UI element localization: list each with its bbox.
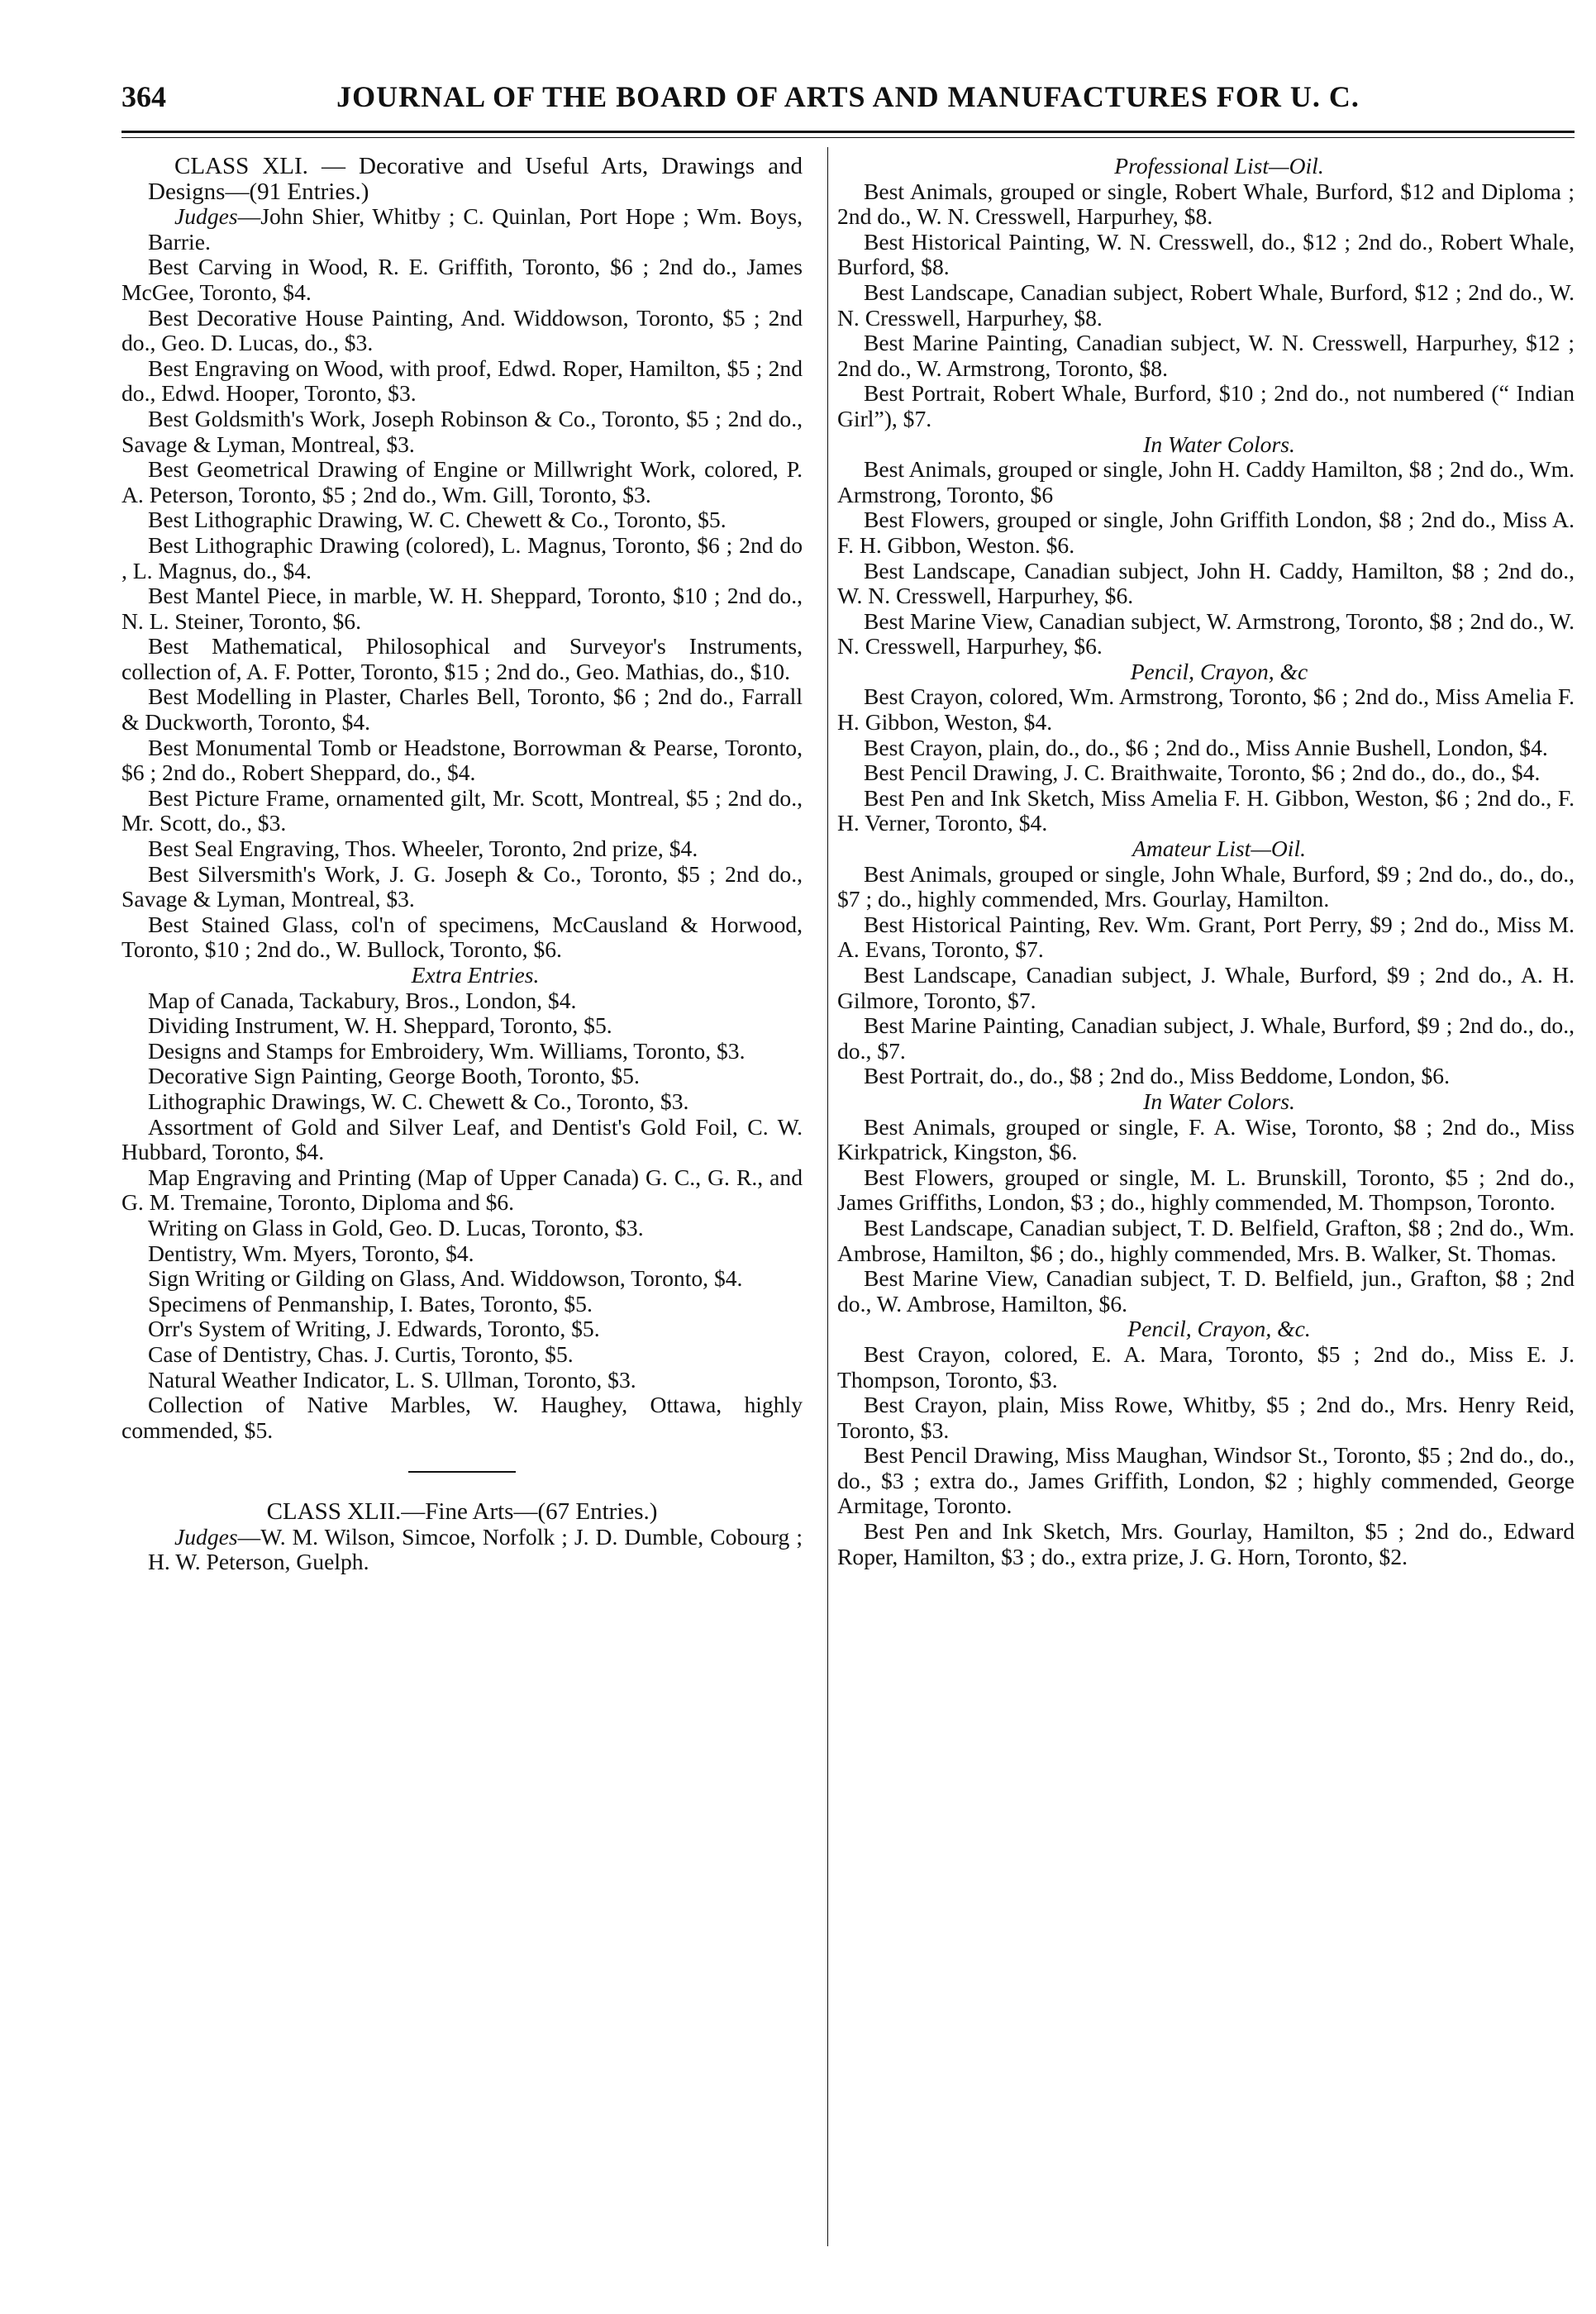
column-divider <box>827 147 828 2246</box>
right-column <box>837 154 1575 1569</box>
entry: Best Crayon, colored, Wm. Armstrong, Toronto, $6 ; 2nd do., Miss Amelia F. H. Gibbon, Weston, $4. <box>837 683 1575 736</box>
entry: Best Pencil Drawing, J. C. Braithwaite, Toronto, $6 ; 2nd do., do., do., $4. <box>864 759 1541 786</box>
entry: Case of Dentistry, Chas. J. Curtis, Toronto, $5. <box>148 1340 574 1367</box>
entry: Best Seal Engraving, Thos. Wheeler, Toronto, 2nd prize, $4. <box>148 836 698 862</box>
section-heading: Pencil, Crayon, &c <box>1130 658 1308 684</box>
entry: Best Lithographic Drawing, W. C. Chewett & Co., Toronto, $5. <box>148 507 727 533</box>
entry: Best Landscape, Canadian subject, Robert Whale, Burford, $12 ; 2nd do., W. N. Cresswell, Harpurhey, $8. <box>837 279 1575 331</box>
entry: Best Marine Painting, Canadian subject, W. N. Cresswell, Harpurhey, $12 ; 2nd do., W. Armstrong, Toronto, $8. <box>837 330 1575 381</box>
entry: Best Pen and Ink Sketch, Miss Amelia F. H. Gibbon, Weston, $6 ; 2nd do., F. H. Verner, Toronto, $4. <box>837 784 1575 836</box>
entry: Best Landscape, Canadian subject, John H. Caddy, Hamilton, $8 ; 2nd do., W. N. Cresswell, Harpurhey, $6. <box>837 557 1575 609</box>
entry: Best Animals, grouped or single, John H. Caddy Hamilton, $8 ; 2nd do., Wm. Armstrong, Toronto, $6 <box>837 456 1575 507</box>
class-41-entries <box>121 255 803 963</box>
entry: Best Animals, grouped or single, F. A. Wise, Toronto, $8 ; 2nd do., Miss Kirkpatrick, Kingston, $6. <box>837 1113 1575 1165</box>
entry: Best Marine Painting, Canadian subject, J. Whale, Burford, $9 ; 2nd do., do., do., $7. <box>837 1012 1575 1064</box>
header-rule-thick <box>121 131 1575 133</box>
class-41-title: CLASS XLI. — Decorative and Useful Arts, Drawings and Designs—(91 Entries.) <box>148 153 803 205</box>
class-41-judges: Judges—John Shier, Whitby ; C. Quinlan, Port Hope ; Wm. Boys, Barrie. <box>148 203 803 255</box>
entry: Best Picture Frame, ornamented gilt, Mr. Scott, Montreal, $5 ; 2nd do., Mr. Scott, do., $3. <box>121 784 803 836</box>
entry: Collection of Native Marbles, W. Haughey, Ottawa, highly commended, $5. <box>121 1392 803 1443</box>
section-heading: In Water Colors. <box>1143 1088 1295 1114</box>
entry: Lithographic Drawings, W. C. Chewett & Co., Toronto, $3. <box>148 1088 689 1114</box>
left-column <box>121 154 803 1575</box>
entry: Best Portrait, Robert Whale, Burford, $10 ; 2nd do., not numbered (“ Indian Girl”), $7. <box>837 380 1575 431</box>
entry: Writing on Glass in Gold, Geo. D. Lucas, Toronto, $3. <box>148 1214 644 1240</box>
entry: Best Engraving on Wood, with proof, Edwd. Roper, Hamilton, $5 ; 2nd do., Edwd. Hooper, Toronto, $3. <box>121 355 803 407</box>
entry: Specimens of Penmanship, I. Bates, Toronto, $5. <box>148 1290 593 1317</box>
section-heading: In Water Colors. <box>1143 431 1295 457</box>
entry: Best Goldsmith's Work, Joseph Robinson & Co., Toronto, $5 ; 2nd do., Savage & Lyman, Montreal, $3. <box>121 405 803 457</box>
entry: Best Stained Glass, col'n of specimens, McCausland & Horwood, Toronto, $10 ; 2nd do., W. Bullock, Toronto, $6. <box>121 911 803 963</box>
entry: Best Decorative House Painting, And. Widdowson, Toronto, $5 ; 2nd do., Geo. D. Lucas, do., $3. <box>121 304 803 356</box>
entry: Best Carving in Wood, R. E. Griffith, Toronto, $6 ; 2nd do., James McGee, Toronto, $4. <box>121 254 803 305</box>
entry: Best Flowers, grouped or single, John Griffith London, $8 ; 2nd do., Miss A. F. H. Gibbon, Weston. $6. <box>837 507 1575 558</box>
header-rule-thin <box>121 137 1575 138</box>
section-divider <box>408 1471 516 1473</box>
entry: Best Marine View, Canadian subject, T. D. Belfield, jun., Grafton, $8 ; 2nd do., W. Ambrose, Hamilton, $6. <box>837 1265 1575 1317</box>
extra-entries-heading: Extra Entries. <box>411 962 540 988</box>
entry: Dividing Instrument, W. H. Sheppard, Toronto, $5. <box>148 1012 612 1039</box>
entry: Best Pen and Ink Sketch, Mrs. Gourlay, Hamilton, $5 ; 2nd do., Edward Roper, Hamilton, $3 ; do., extra prize, J. G. Horn, Toronto, $2. <box>837 1518 1575 1569</box>
entry: Decorative Sign Painting, George Booth, Toronto, $5. <box>148 1063 640 1089</box>
entry: Best Landscape, Canadian subject, J. Whale, Burford, $9 ; 2nd do., A. H. Gilmore, Toronto, $7. <box>837 962 1575 1013</box>
entry: Best Mantel Piece, in marble, W. H. Sheppard, Toronto, $10 ; 2nd do., N. L. Steiner, Toronto, $6. <box>121 583 803 634</box>
entry: Best Landscape, Canadian subject, T. D. Belfield, Grafton, $8 ; 2nd do., Wm. Ambrose, Hamilton, $6 ; do., highly commended, Mrs. B. Walker, St. Thomas. <box>837 1214 1575 1266</box>
entry: Best Historical Painting, Rev. Wm. Grant, Port Perry, $9 ; 2nd do., Miss M. A. Evans, Toronto, $7. <box>837 911 1575 963</box>
section-heading: Professional List—Oil. <box>1114 153 1324 179</box>
section-heading: Pencil, Crayon, &c. <box>1127 1316 1311 1342</box>
entry: Best Geometrical Drawing of Engine or Millwright Work, colored, P. A. Peterson, Toronto, $5 ; 2nd do., Wm. Gill, Toronto, $3. <box>121 456 803 507</box>
page-header <box>121 79 1575 121</box>
entry: Best Mathematical, Philosophical and Surveyor's Instruments, collection of, A. F. Potter, Toronto, $15 ; 2nd do., Geo. Mathias, do., $10. <box>121 633 803 684</box>
entry: Best Animals, grouped or single, John Whale, Burford, $9 ; 2nd do., do., do., $7 ; do., highly commended, Mrs. Gourlay, Hamilton. <box>837 860 1575 912</box>
entry: Best Lithographic Drawing (colored), L. Magnus, Toronto, $6 ; 2nd do , L. Magnus, do., $4. <box>121 531 803 583</box>
entry: Sign Writing or Gilding on Glass, And. Widdowson, Toronto, $4. <box>148 1265 743 1292</box>
entry: Best Flowers, grouped or single, M. L. Brunskill, Toronto, $5 ; 2nd do., James Griffiths, London, $3 ; do., highly commended, M. Thompson, Toronto. <box>837 1164 1575 1216</box>
class-42-judges: Judges—W. M. Wilson, Simcoe, Norfolk ; J. D. Dumble, Cobourg ; H. W. Peterson, Guelph. <box>148 1523 803 1575</box>
entry: Orr's System of Writing, J. Edwards, Toronto, $5. <box>148 1316 600 1342</box>
entry: Best Monumental Tomb or Headstone, Borrowman & Pearse, Toronto, $6 ; 2nd do., Robert Sheppard, do., $4. <box>121 734 803 786</box>
section-heading: Amateur List—Oil. <box>1131 836 1307 862</box>
entry: Best Crayon, plain, Miss Rowe, Whitby, $5 ; 2nd do., Mrs. Henry Reid, Toronto, $3. <box>837 1392 1575 1443</box>
entry: Best Animals, grouped or single, Robert Whale, Burford, $12 and Diploma ; 2nd do., W. N. Cresswell, Harpurhey, $8. <box>837 178 1575 230</box>
entry: Map Engraving and Printing (Map of Upper Canada) G. C., G. R., and G. M. Tremaine, Toronto, Diploma and $6. <box>121 1164 803 1216</box>
entry: Designs and Stamps for Embroidery, Wm. Williams, Toronto, $3. <box>148 1037 746 1064</box>
entry: Best Pencil Drawing, Miss Maughan, Windsor St., Toronto, $5 ; 2nd do., do., do., $3 ; extra do., James Griffith, London, $2 ; highly commended, George Armitage, Toronto. <box>837 1442 1575 1519</box>
entry: Best Historical Painting, W. N. Cresswell, do., $12 ; 2nd do., Robert Whale, Burford, $8. <box>837 228 1575 280</box>
journal-title: JOURNAL OF THE BOARD OF ARTS AND MANUFACTURES FOR U. C. <box>336 80 1360 113</box>
entry: Best Modelling in Plaster, Charles Bell, Toronto, $6 ; 2nd do., Farrall & Duckworth, Toronto, $4. <box>121 683 803 736</box>
entry: Best Crayon, colored, E. A. Mara, Toronto, $5 ; 2nd do., Miss E. J. Thompson, Toronto, $3. <box>837 1340 1575 1393</box>
entry: Best Crayon, plain, do., do., $6 ; 2nd do., Miss Annie Bushell, London, $4. <box>864 734 1548 760</box>
entry: Best Portrait, do., do., $8 ; 2nd do., Miss Beddome, London, $6. <box>864 1063 1450 1089</box>
entry: Natural Weather Indicator, L. S. Ullman, Toronto, $3. <box>148 1366 636 1393</box>
extra-entries <box>121 988 803 1444</box>
entry: Best Silversmith's Work, J. G. Joseph & Co., Toronto, $5 ; 2nd do., Savage & Lyman, Montreal, $3. <box>121 860 803 912</box>
entry: Assortment of Gold and Silver Leaf, and Dentist's Gold Foil, C. W. Hubbard, Toronto, $4. <box>121 1113 803 1165</box>
entry: Dentistry, Wm. Myers, Toronto, $4. <box>148 1240 474 1266</box>
class-42-title: CLASS XLII.—Fine Arts—(67 Entries.) <box>266 1498 658 1526</box>
entry: Map of Canada, Tackabury, Bros., London, $4. <box>148 987 577 1013</box>
page-number: 364 <box>121 80 166 113</box>
entry: Best Marine View, Canadian subject, W. Armstrong, Toronto, $8 ; 2nd do., W. N. Cresswell, Harpurhey, $6. <box>837 607 1575 659</box>
